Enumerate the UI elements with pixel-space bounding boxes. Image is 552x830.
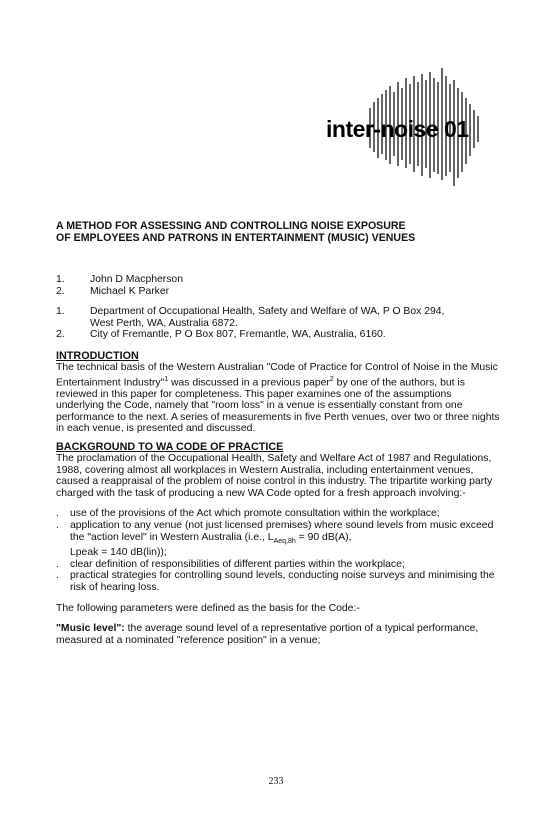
affiliation-item: [56, 329, 502, 341]
background-paragraph: The proclamation of the Occupational Health, Safety and Welfare Act of 1987 and Regulations, 1988, covering almost all workplaces in Western Australia, including entertainment venues, caused a reappraisal of the problem of noise control in this industry. The tripartite working party charged with the task of producing a new WA Code opted for a fresh approach involving:-: [56, 453, 493, 499]
affiliation-list: [56, 306, 502, 341]
affiliation-item: [56, 306, 502, 329]
bullet-list: [56, 508, 502, 593]
title-line-1: A METHOD FOR ASSESSING AND CONTROLLING NOISE EXPOSURE: [56, 220, 406, 232]
page-number: 233: [268, 776, 284, 787]
music-level-label: "Music level":: [56, 623, 125, 635]
affiliation-number: 2.: [56, 329, 65, 341]
title-line-2: OF EMPLOYEES AND PATRONS IN ENTERTAINMENT (MUSIC) VENUES: [56, 232, 416, 244]
affiliation-text: [90, 306, 502, 329]
author-name: John D Macpherson: [90, 274, 183, 285]
background-heading: BACKGROUND TO WA CODE OF PRACTICE: [56, 441, 284, 453]
affiliation-line: Department of Occupational Health, Safety and Welfare of WA, P O Box 294,: [90, 306, 445, 318]
paper-body: [56, 220, 502, 646]
author-number: 1.: [56, 274, 65, 285]
background-section: [56, 441, 502, 646]
list-item: . application to any venue (not just licensed premises) where sound levels from music exceed the "action level" in Western Australia (i.e., $L_{Aeq,8h} = 90$ dB(A), Lpeak = 140 dB(lin));: [56, 519, 494, 559]
affiliation-text: City of Fremantle, P O Box 807, Fremantle, WA, Australia, 6160.: [90, 329, 386, 341]
bullet-icon: .: [56, 519, 59, 531]
author-name: Michael K Parker: [90, 285, 170, 297]
introduction-section: [56, 350, 502, 435]
bullet-icon: .: [56, 570, 59, 582]
introduction-heading: INTRODUCTION: [56, 349, 139, 362]
author-list: [56, 274, 502, 297]
parameters-intro: The following parameters were defined as the basis for the Code:-: [56, 602, 360, 614]
music-level-definition: "Music level": the average sound level of a representative portion of a typical performance, measured at a nominated "reference position" in a venue;: [56, 623, 479, 646]
list-item: . practical strategies for controlling sound levels, conducting noise surveys and minimising the risk of hearing loss.: [56, 570, 495, 594]
list-item: . use of the provisions of the Act which promote consultation within the workplace;: [56, 508, 440, 520]
author-item: [56, 286, 502, 298]
paper-title: [56, 220, 502, 244]
author-number: 2.: [56, 285, 65, 297]
list-item: . clear definition of responsibilities of different parties within the workplace;: [56, 558, 405, 570]
introduction-paragraph: The technical basis of the Western Australian "Code of Practice for Control of Noise in the Music Entertainment Industry"$^1$ was discussed in a previous paper$^2$ by one of the authors, but is reviewed in this paper for completeness. This paper examines one of the assumptions underlying the Code, namely that "room loss" in a venue is essentially constant from one performance to the next. A series of measurements in five Perth venues, over two or three nights in each venue, is presented and discussed.: [56, 361, 500, 435]
author-item: [56, 274, 502, 286]
bullet-icon: .: [56, 558, 59, 570]
conference-logo: [318, 68, 498, 188]
affiliation-line: West Perth, WA, Australia 6872.: [90, 317, 238, 329]
affiliation-number: 1.: [56, 306, 65, 318]
logo-wordmark: inter-noise 01: [326, 116, 469, 142]
bullet-icon: .: [56, 508, 59, 520]
